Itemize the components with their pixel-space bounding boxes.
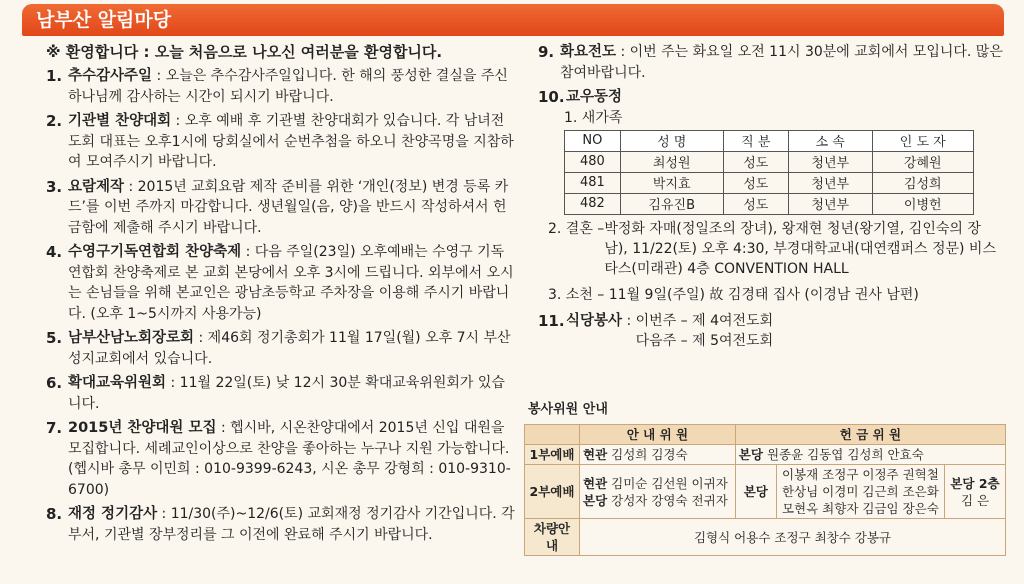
table-cell: 480 (565, 151, 621, 172)
notice-body: : 다음 주일(23일) 오후예배는 수영구 기독연합회 찬양축제로 본 교회 본당에서 오후 3시에 드립니다. 외부에서 오시는 손님들을 위해 본교인은 광남초등학교 주차장을 이용해 주시기 바랍니다. (오후 1~5시까지 사용가능) (68, 244, 514, 322)
notice-title: 추수감사주일 (68, 68, 153, 84)
notice-item-10 (538, 87, 1004, 108)
notice-title: 교우동정 (566, 89, 623, 105)
table-row (525, 445, 1006, 465)
role-label: 현관 (583, 475, 608, 491)
table-cell: 청년부 (788, 151, 872, 172)
notice-number: 4. (46, 243, 63, 261)
notice-item-1 (46, 66, 516, 107)
notice-number: 7. (46, 419, 63, 437)
table-cell: 성도 (723, 172, 788, 193)
notice-number: 11. (538, 311, 565, 330)
notice-title: 식당봉사 (566, 312, 623, 329)
column-header: 소 속 (788, 130, 872, 151)
notice-number: 8. (46, 505, 63, 523)
table-cell: 481 (565, 172, 621, 193)
funeral-notice: 3. 소천 – 11월 9일(주일) 故 김경태 집사 (이경남 권사 남편) (548, 286, 919, 303)
table-cell: 이병헌 (872, 193, 973, 214)
notice-body: : 오후 예배 후 기관별 찬양대회가 있습니다. 각 남녀전도회 대표는 오후1시에 당회실에서 순번추첨을 하오니 찬양곡명을 지참하여 모여주시기 바랍니다. (68, 113, 514, 170)
column-header: NO (565, 130, 621, 151)
header-bar (22, 4, 1004, 36)
notice-item-9 (538, 42, 1004, 83)
row-label: 2부예배 (525, 465, 580, 519)
notice-body: : 제46회 정기총회가 11월 17일(월) 오후 7시 부산성지교회에서 있습니다. (68, 330, 511, 367)
table-row (525, 519, 1006, 556)
notice-number: 6. (46, 374, 63, 392)
role-label: 본당 (743, 484, 768, 499)
notice-number: 9. (538, 43, 555, 61)
notice-title: 수영구기독연합회 찬양축제 (68, 244, 242, 260)
notice-number: 5. (46, 329, 63, 347)
notice-number: 10. (538, 88, 565, 106)
table-cell: 김성희 (872, 172, 973, 193)
table-row (525, 465, 1006, 519)
left-column (46, 42, 516, 549)
notice-body: : 오늘은 추수감사주일입니다. 한 해의 풍성한 결실을 주신 하나님께 감사하는 시간이 되시기 바랍니다. (68, 68, 508, 105)
member-names: 김 은 (960, 492, 990, 508)
table-cell: 482 (565, 193, 621, 214)
column-header: 성 명 (620, 130, 723, 151)
member-names: 강성자 강영숙 전귀자 (611, 492, 728, 508)
page-title: 남부산 알림마당 (36, 9, 172, 31)
right-column (538, 42, 1004, 356)
table-cell: 박지효 (620, 172, 723, 193)
notice-title: 기관별 찬양대회 (68, 113, 172, 129)
notice-item-6 (46, 373, 516, 414)
this-week-duty: 이번주 – 제 4여전도회 (635, 312, 774, 329)
notice-body: : 이번 주는 화요일 오전 11시 30분에 교회에서 모입니다. 많은 참여바랍니다. (560, 44, 1003, 81)
notice-item-4 (46, 242, 516, 324)
table-cell: 성도 (723, 193, 788, 214)
notice-item-8 (46, 504, 516, 545)
notice-title: 남부산남노회장로회 (68, 330, 195, 346)
notice-item-5 (46, 328, 516, 369)
role-label: 현관 (583, 447, 608, 462)
column-header: 직 분 (723, 130, 788, 151)
role-label: 본당 (583, 492, 608, 508)
guide-header: 안 내 위 원 (580, 425, 736, 445)
table-row (565, 151, 974, 172)
member-names: 모현옥 최향자 김금임 장은숙 (781, 501, 939, 516)
notice-number: 1. (46, 67, 63, 85)
notice-body: : 11월 22일(토) 낮 12시 30분 확대교육위원회가 있습니다. (68, 375, 505, 412)
table-cell: 강혜원 (872, 151, 973, 172)
notice-title: 2015년 찬양대원 모집 (68, 420, 217, 436)
notice-title: 확대교육위원회 (68, 375, 167, 391)
notice-number: 2. (46, 112, 63, 130)
service-committee-title: 봉사위원 안내 (528, 402, 608, 417)
member-names: 김미순 김선원 이귀자 (611, 475, 728, 491)
notice-title: 요람제작 (68, 178, 125, 195)
table-cell: 청년부 (788, 193, 872, 214)
table-cell: 성도 (723, 151, 788, 172)
table-cell: 김유진B (620, 193, 723, 214)
notice-item-2 (46, 111, 516, 173)
notice-title: 재정 정기감사 (68, 506, 158, 522)
member-names: 김형식 어용수 조정구 최창수 강봉규 (580, 519, 1006, 556)
notice-body: : 헵시바, 시온찬양대에서 2015년 신입 대원을 모집합니다. 세례교인이상으로 찬양을 좋아하는 누구나 지원 가능합니다. (헵시바 총무 이민희 : 010-9399-6243, 시온 총무 강형희 : 010-9310-6700) (68, 420, 511, 498)
welcome-message: ※ 환영합니다 : 오늘 처음으로 나오신 여러분을 환영합니다. (46, 43, 443, 61)
row-label: 차량안내 (525, 519, 580, 556)
table-cell: 최성원 (620, 151, 723, 172)
column-header: 인 도 자 (872, 130, 973, 151)
notice-sep: : (622, 312, 636, 329)
member-names: 한상님 이경미 김근희 조은화 (781, 484, 939, 499)
notice-title: 화요전도 (560, 44, 617, 60)
role-label: 본당 2층 (950, 475, 1000, 491)
next-week-duty: 다음주 – 제 5여전도회 (635, 333, 774, 349)
notice-number: 3. (46, 177, 63, 196)
row-label: 1부예배 (525, 445, 580, 465)
notice-body: : 11/30(주)~12/6(토) 교회재정 정기감사 기간입니다. 각부서, 기관별 장부정리를 그 이전에 완료해 주시기 바랍니다. (68, 506, 515, 543)
member-names: 이봉재 조정구 이정주 권혁철 (781, 467, 939, 482)
notice-item-7 (46, 418, 516, 500)
service-committee-table (524, 424, 1006, 556)
newfamily-label: 1. 새가족 (564, 109, 623, 126)
member-names: 김성희 김경숙 (611, 447, 688, 462)
newfamily-table (564, 130, 974, 215)
notice-list (46, 66, 516, 545)
table-header-row (565, 130, 974, 151)
notice-body: : 2015년 교회요람 제작 준비를 위한 ‘개인(정보) 변경 등록 카드’를 이번 주까지 마감합니다. 생년월일(음, 양)을 반드시 작성하셔서 헌금함에 제출해 주시기 바랍니다. (68, 178, 509, 236)
table-row (565, 193, 974, 214)
member-names: 원종윤 김동엽 김성희 안효숙 (766, 447, 924, 462)
notice-item-3 (46, 177, 516, 239)
offering-header: 헌 금 위 원 (735, 425, 1005, 445)
notice-item-11 (538, 311, 1004, 352)
table-header-row (525, 425, 1006, 445)
wedding-label: 2. 결혼 – (548, 220, 605, 237)
table-cell: 청년부 (788, 172, 872, 193)
wedding-notice (548, 219, 1004, 279)
role-label: 본당 (738, 447, 763, 462)
table-row (565, 172, 974, 193)
wedding-detail: 박정화 자매(정일조의 장녀), 왕재현 청년(왕기열, 김인숙의 장남), 11/22(토) 오후 4:30, 부경대학교내(대연캠퍼스 정문) 비스타스(미래관) 4층 CONVENTION HALL (604, 220, 996, 277)
